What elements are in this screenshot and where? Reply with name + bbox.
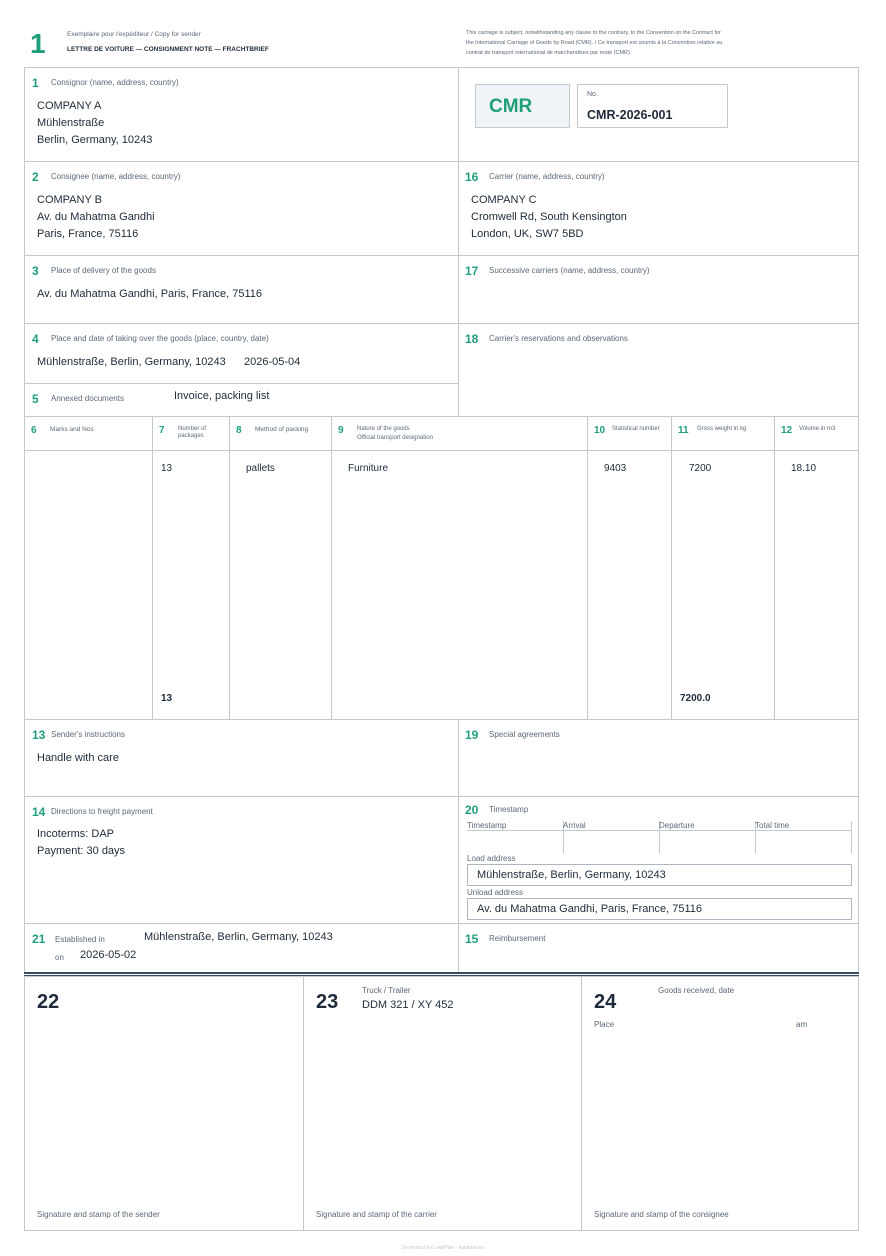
field-23-carrier-signature[interactable] — [303, 976, 582, 1231]
field-number: 16 — [465, 170, 479, 184]
col-12-number: 12 — [781, 425, 793, 436]
copy-number: 1 — [30, 28, 46, 59]
col-7-label-2: packages — [178, 433, 204, 439]
generated-footer: Generated by LoadPlan · loadplan.eu — [401, 1245, 485, 1251]
statistical-number[interactable]: 9403 — [604, 463, 627, 474]
field-13-sender-instructions — [24, 719, 459, 797]
field-number: 20 — [465, 803, 479, 817]
cmr-number-box — [577, 84, 728, 128]
unload-address-label: Unload address — [467, 888, 524, 897]
col-6-number: 6 — [31, 425, 37, 436]
timestamp-col-header: Timestamp — [467, 821, 507, 830]
field-number: 17 — [465, 264, 479, 278]
am-label: am — [796, 1020, 808, 1029]
carrier-signature-label: Signature and stamp of the carrier — [316, 1210, 437, 1219]
convention-notice: This carriage is subject, notwithstanding any clause to the contrary, to the Convention on the Contract for the International Carriage of Goods by Road (CMR). / Ce transport est soumis à la Convention relative au contrat de transport international de marchandises par route (CMR). — [466, 30, 723, 56]
field-number: 15 — [465, 932, 479, 946]
established-place[interactable]: Mühlenstraße, Berlin, Germany, 10243 — [144, 931, 333, 943]
field-16-carrier — [458, 161, 859, 256]
packing-method[interactable]: pallets — [246, 463, 275, 474]
field-15-reimbursement — [458, 923, 859, 974]
col-divider — [152, 416, 153, 720]
col-8-number: 8 — [236, 425, 242, 436]
field-18-reservations — [458, 323, 859, 417]
place-of-delivery-value[interactable]: Av. du Mahatma Gandhi, Paris, France, 75116 — [37, 288, 263, 300]
field-label: Place and date of taking over the goods (place, country, date) — [51, 334, 269, 343]
field-1-consignor — [24, 67, 459, 162]
col-10-number: 10 — [594, 425, 606, 436]
col-7-number: 7 — [159, 425, 165, 436]
unload-address-value: Av. du Mahatma Gandhi, Paris, France, 75116 — [477, 903, 703, 915]
cmr-header-box — [458, 67, 859, 162]
taking-over-date[interactable]: 2026-05-04 — [244, 356, 301, 368]
place-label: Place — [594, 1020, 615, 1029]
document-title: LETTRE DE VOITURE — CONSIGNMENT NOTE — FRACHTBRIEF — [67, 46, 269, 53]
field-label: Place of delivery of the goods — [51, 266, 156, 275]
field-number: 1 — [32, 76, 39, 90]
field-14-freight-payment — [24, 796, 459, 924]
col-9-label-1: Nature of the goods — [357, 426, 410, 432]
cmr-number-label: No. — [587, 91, 598, 98]
field-label: Carrier (name, address, country) — [489, 172, 605, 181]
field-5-annexed-documents — [24, 383, 459, 417]
field-number: 18 — [465, 332, 479, 346]
sender-signature-label: Signature and stamp of the sender — [37, 1210, 160, 1219]
field-21-established — [24, 923, 459, 974]
field-label: Special agreements — [489, 730, 560, 739]
field-number: 19 — [465, 728, 479, 742]
consignee-street[interactable]: Av. du Mahatma Gandhi — [37, 211, 155, 223]
consignor-name[interactable]: COMPANY A — [37, 100, 102, 112]
field-19-special-agreements — [458, 719, 859, 797]
col-divider — [671, 416, 672, 720]
field-2-consignee — [24, 161, 459, 256]
field-3-place-of-delivery — [24, 255, 459, 324]
goods-table — [24, 416, 859, 720]
field-4-taking-over — [24, 323, 459, 384]
field-label: Reimbursement — [489, 934, 546, 943]
field-number: 23 — [316, 991, 339, 1013]
field-number: 2 — [32, 170, 39, 184]
copy-for-label: Exemplaire pour l'expéditeur / Copy for sender — [67, 31, 201, 38]
truck-trailer-label: Truck / Trailer — [362, 986, 411, 995]
col-divider — [587, 416, 588, 720]
col-7-label-1: Number of — [178, 426, 207, 432]
goods-received-label: Goods received, date — [658, 986, 735, 995]
consignee-signature-label: Signature and stamp of the consignee — [594, 1210, 729, 1219]
field-label: Consignor (name, address, country) — [51, 78, 179, 87]
col-8-label: Method of packing — [255, 426, 309, 433]
col-6-label: Marks and Nos — [50, 426, 94, 433]
col-divider — [774, 416, 775, 720]
field-label: Sender's instructions — [51, 730, 126, 739]
field-label: Carrier's reservations and observations — [489, 334, 628, 343]
load-address-value: Mühlenstraße, Berlin, Germany, 10243 — [477, 869, 666, 881]
field-number: 21 — [32, 932, 46, 946]
cmr-number-value[interactable]: CMR-2026-001 — [587, 108, 673, 122]
col-11-number: 11 — [678, 425, 689, 436]
total-time-col-header: Total time — [755, 821, 790, 830]
field-20-timestamp — [458, 796, 859, 924]
field-number: 3 — [32, 264, 39, 278]
departure-col-header: Departure — [659, 821, 695, 830]
arrival-col-header: Arrival — [563, 821, 586, 830]
established-date[interactable]: 2026-05-02 — [80, 949, 137, 961]
field-17-successive-carriers — [458, 255, 859, 324]
gross-weight-total: 7200.0 — [680, 693, 711, 704]
carrier-name[interactable]: COMPANY C — [471, 194, 537, 206]
field-label: Consignee (name, address, country) — [51, 172, 181, 181]
timestamp-col-line — [851, 821, 852, 853]
field-24-consignee-signature[interactable] — [581, 976, 859, 1231]
col-9-label-2: Official transport designation — [357, 435, 433, 441]
field-number: 24 — [594, 991, 617, 1013]
carrier-street[interactable]: Cromwell Rd, South Kensington — [471, 211, 627, 223]
load-address-field[interactable] — [467, 864, 852, 886]
packages-count[interactable]: 13 — [161, 463, 173, 474]
sender-instructions-value[interactable]: Handle with care — [37, 752, 119, 764]
col-10-label: Statistical number — [612, 426, 660, 432]
established-in-label: Established in — [55, 935, 105, 944]
timestamp-table — [467, 821, 852, 853]
field-label: Annexed documents — [51, 394, 124, 403]
consignee-city[interactable]: Paris, France, 75116 — [37, 228, 139, 240]
field-number: 4 — [32, 332, 39, 346]
carrier-city[interactable]: London, UK, SW7 5BD — [471, 228, 584, 240]
payment-terms-value[interactable]: Payment: 30 days — [37, 845, 126, 857]
goods-header-divider — [24, 450, 859, 451]
field-number: 14 — [32, 805, 46, 819]
gross-weight[interactable]: 7200 — [689, 463, 712, 474]
annexed-documents-value[interactable]: Invoice, packing list — [174, 390, 270, 402]
packages-total: 13 — [161, 693, 173, 704]
field-label: Timestamp — [489, 805, 529, 814]
load-address-label: Load address — [467, 854, 516, 863]
volume[interactable]: 18.10 — [791, 463, 817, 474]
col-11-label: Gross weight in kg — [697, 426, 747, 432]
col-divider — [331, 416, 332, 720]
col-divider — [229, 416, 230, 720]
field-number: 22 — [37, 991, 60, 1013]
cmr-label: CMR — [489, 96, 533, 117]
field-label: Directions to freight payment — [51, 807, 153, 816]
col-12-label: Volume in m3 — [799, 426, 836, 432]
unload-address-field[interactable] — [467, 898, 852, 920]
consignor-street[interactable]: Mühlenstraße — [37, 117, 105, 129]
consignee-name[interactable]: COMPANY B — [37, 194, 102, 206]
consignor-city[interactable]: Berlin, Germany, 10243 — [37, 134, 153, 146]
truck-trailer-value[interactable]: DDM 321 / XY 452 — [362, 999, 454, 1011]
field-label: Successive carriers (name, address, country) — [489, 266, 650, 275]
established-on-label: on — [55, 953, 64, 962]
incoterms-value[interactable]: Incoterms: DAP — [37, 828, 115, 840]
col-9-number: 9 — [338, 425, 344, 436]
cmr-badge — [475, 84, 570, 128]
taking-over-place[interactable]: Mühlenstraße, Berlin, Germany, 10243 — [37, 356, 226, 368]
field-number: 13 — [32, 728, 46, 742]
field-number: 5 — [32, 392, 39, 406]
field-22-sender-signature[interactable] — [24, 976, 304, 1231]
goods-nature[interactable]: Furniture — [348, 463, 389, 474]
